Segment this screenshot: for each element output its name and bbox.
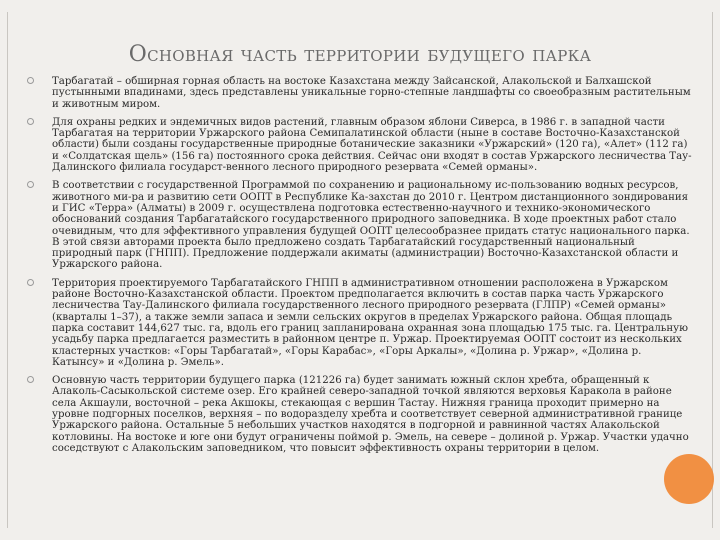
slide-body [22,76,694,461]
bullet-icon [27,77,34,84]
bullet-icon [27,279,34,286]
bullet-icon [27,118,34,125]
paragraph-text: Территория проектируемого Тарбагатайского ГНПП в административном отношении расположена в Уржарском районе Восточно-Казахстанской области. Проектом предполагается включить в состав парка часть Уржарского лесничества Тау-Далинского филиала государственного лесного природного резервата (ГЛПР) «Семей орманы» (кварталы 1–37), а также земли запаса и земли сельских округов в пределах Уржарского района. Общая площадь парка составит 144,627 тыс. га, вдоль его границ запланирована охранная зона площадью 175 тыс. га. Центральную усадьбу парка предлагается разместить в районном центре п. Уржар. Проектируемая ООПТ состоит из нескольких кластерных участков: «Горы Тарбагатай», «Горы Карабас», «Горы Аркалы», «Долина р. Уржар», «Долина р. Катынсу» и «Долина р. Эмель». [52,277,689,368]
paragraph-3 [22,180,694,270]
paragraph-text: Основную часть территории будущего парка (121226 га) будет занимать южный склон хребта, обращенный к Алаколь-Сасыкольской системе озер. Его крайней северо-западной точкой являются верховья Каракола в районе села Акшаули, восточной – река Акшокы, стекающая с вершин Тастау. Нижняя граница проходит примерно на уровне подгорных поселков, верхняя – по водоразделу хребта и соответствует северной административной границе Уржарского района. Остальные 5 небольших участков находятся в подгорной и равнинной частях Алакольской котловины. На востоке и юге они будут ограничены поймой р. Эмель, на севере – долиной р. Уржар. Участки удачно соседствуют с Алакольским заповедником, что повысит эффективность охраны территории в целом. [52,375,689,454]
paragraph-1 [22,76,694,110]
paragraph-text: Тарбагатай – обширная горная область на востоке Казахстана между Зайсанской, Алакольской и Балхашской пустынными впадинами, здесь представлены уникальные горно-степные ландшафты со своеобразным растительным и животным миром. [52,76,691,110]
paragraph-5 [22,375,694,454]
slide-frame-right [712,12,713,528]
decorative-circle-icon [664,454,714,504]
slide-frame-left [7,12,8,528]
paragraph-4 [22,278,694,368]
paragraph-2 [22,117,694,173]
bullet-icon [27,376,34,383]
paragraph-text: Для охраны редких и эндемичных видов растений, главным образом яблони Сиверса, в 1986 г. в западной части Тарбагатая на территории Уржарского района Семипалатинской области (ныне в составе Восточно-Казахстанской области) были созданы государственные природные ботанические заказники «Уржарский» (120 га), «Алет» (112 га) и «Солдатская щель» (156 га) постоянного срока действия. Сейчас они входят в состав Уржарского лесничества Тау-Далинского филиала государст-венного лесного природного резервата «Семей орманы». [52,116,692,174]
paragraph-text: В соответствии с государственной Программой по сохранению и рациональному ис-пользованию водных ресурсов, животного ми-ра и развитию сети ООПТ в Республике Ка-захстан до 2010 г. Центром дистанционного зондирования и ГИС «Терра» (Алматы) в 2009 г. осуществлена подготовка естественно-научного и технико-экономического обоснований создания Тарбагатайского государственного природного заповедника. В ходе проектных работ стало очевидным, что для эффективного управления будущей ООПТ целесообразнее придать статус национального парка. В этой связи авторами проекта было предложено создать Тарбагатайский государственный национальный природный парк (ГНПП). Предложение поддержали акиматы (администрации) Восточно-Казахстанской области и Уржарского района. [52,180,690,271]
bullet-icon [27,181,34,188]
slide-title: Основная часть территории будущего парка [128,42,592,67]
